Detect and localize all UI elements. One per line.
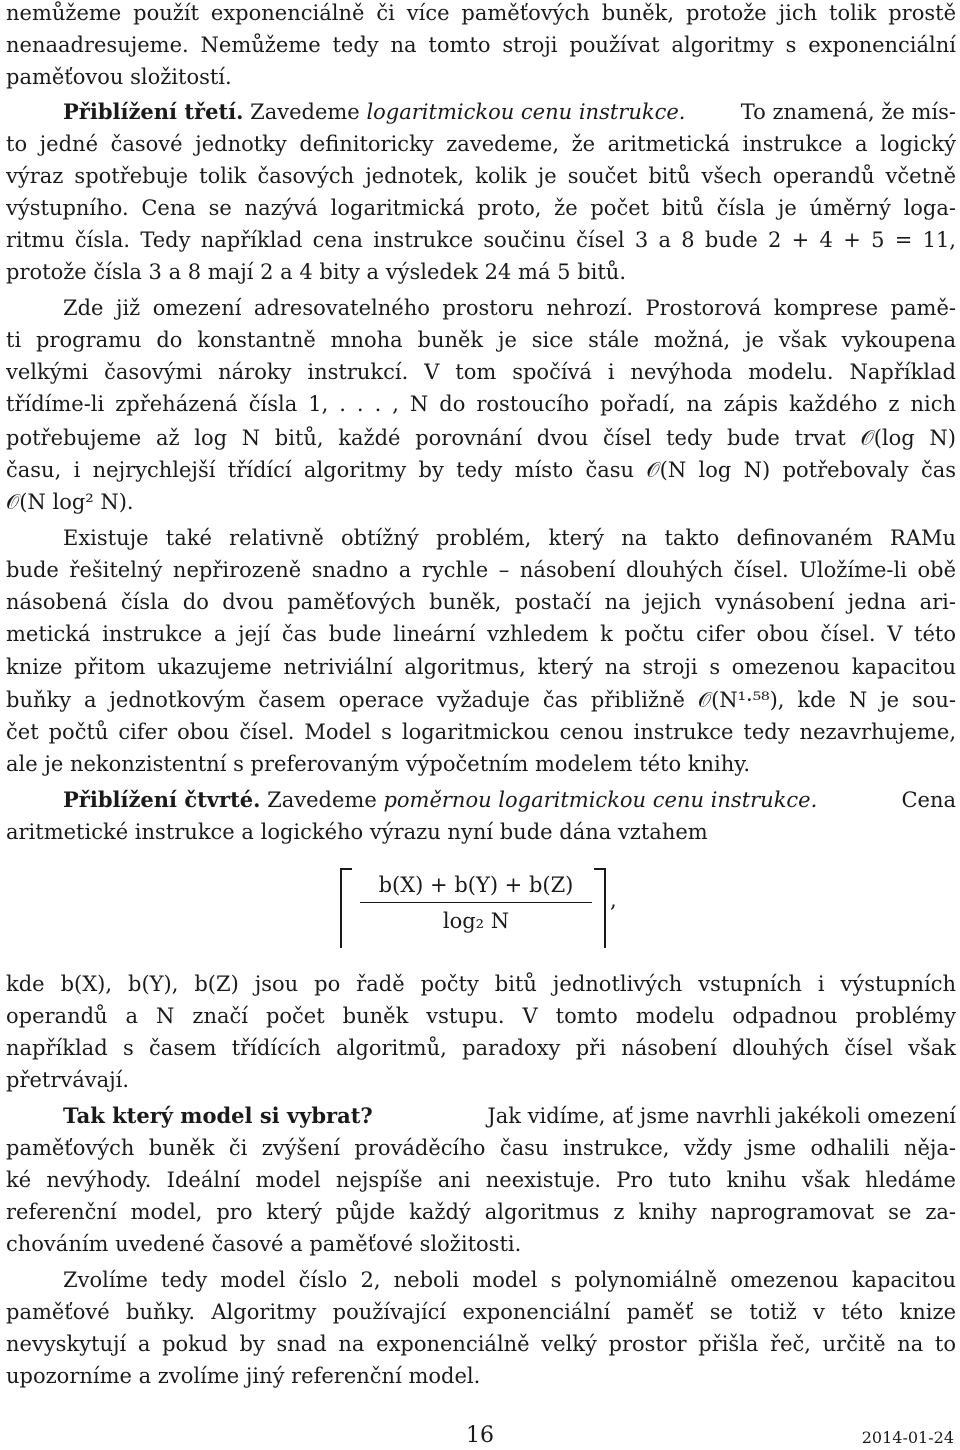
text-line: přetrvávají. (6, 1068, 130, 1092)
text-line: například s časem třídících algoritmů, paradoxy při násobení dlouhých čísel však (6, 1036, 956, 1060)
text-line: referenční model, pro který půjde každý algoritmus z knihy naprogramovat se za- (6, 1200, 956, 1224)
text-line: buňky a jednotkovým časem operace vyžaduje čas přibližně 𝒪(N¹·⁵⁸), kde N je sou- (6, 688, 956, 712)
text-line: protože čísla 3 a 8 mají 2 a 4 bity a výsledek 24 má 5 bitů. (6, 260, 627, 284)
footer-date: 2014-01-24 (861, 1428, 954, 1447)
text-line: kde b(X), b(Y), b(Z) jsou po řadě počty bitů jednotlivých vstupních i výstupních (6, 972, 956, 996)
formula-comma: , (610, 888, 617, 912)
section-heading: Přiblížení třetí. (63, 99, 244, 124)
text-line: ale je nekonzistentní s preferovaným výpočetním modelem této knihy. (6, 752, 751, 776)
text-line: Existuje také relativně obtížný problém, který na takto definovaném RAMu (63, 526, 956, 550)
text-line: aritmetické instrukce a logického výrazu nyní bude dána vztahem (6, 820, 708, 844)
text-line: chováním uvedené časové a paměťové složitosti. (6, 1232, 522, 1256)
text-line: násobená čísla do dvou paměťových buněk, postačí na jejich vynásobení jedna ari- (6, 590, 956, 614)
section-heading: Tak který model si vybrat? (63, 1103, 373, 1128)
text-line: paměťovou složitostí. (6, 65, 232, 89)
fraction-bar (360, 902, 592, 903)
text-line: Zde již omezení adresovatelného prostoru nehrozí. Prostorová komprese pamě- (63, 296, 956, 320)
text-line: 𝒪(N log² N). (6, 490, 134, 514)
text-line: potřebujeme až log N bitů, každé porovnání dvou čísel tedy bude trvat 𝒪(log N) (6, 426, 956, 450)
text-line: metická instrukce a její čas bude lineární vzhledem k počtu cifer obou čísel. V této (6, 622, 956, 646)
ceiling-fraction-formula (340, 868, 640, 948)
text-line: výraz spotřebuje tolik časových jednotek, kolik je součet bitů všech operandů včetně (6, 164, 956, 188)
text-line: ti programu do konstantně mnoha buněk je sice stále možná, je však vykoupena (6, 328, 956, 352)
page-number: 16 (466, 1423, 494, 1448)
text-line: paměťových buněk či zvýšení prováděcího času instrukce, vždy jsme odhalili něja- (6, 1136, 956, 1160)
text-line: bude řešitelný nepřirozeně snadno a rychle – násobení dlouhých čísel. Uložíme-li obě (6, 558, 956, 582)
paragraph-heading-line: Přiblížení třetí. Zavedeme logaritmickou cenu instrukce. To znamená, že mís- (63, 99, 956, 124)
text-line: ké nevýhody. Ideální model nejspíše ani neexistuje. Pro tuto knihu však hledáme (6, 1168, 956, 1192)
text-line: upozorníme a zvolíme jiný referenční model. (6, 1364, 481, 1388)
ceiling-bracket-left (340, 868, 352, 948)
text-line: nemůžeme použít exponenciálně či více paměťových buněk, protože jich tolik prostě (6, 1, 956, 25)
text-line: knize přitom ukazujeme netriviální algoritmus, který na stroji s omezenou kapacitou (6, 655, 956, 679)
text-line: ritmu čísla. Tedy například cena instrukce součinu čísel 3 a 8 bude 2 + 4 + 5 = 11, (6, 228, 956, 252)
text-line: výstupního. Cena se nazývá logaritmická proto, že počet bitů čísla je úměrný loga- (6, 196, 956, 220)
text-line: velkými časovými nároky instrukcí. V tom spočívá i nevýhoda modelu. Například (6, 360, 956, 384)
text-line: času, i nejrychlejší třídící algoritmy by tedy místo času 𝒪(N log N) potřebovaly čas (6, 458, 956, 482)
formula-denominator: log₂ N (442, 909, 510, 933)
section-heading: Přiblížení čtvrté. (63, 787, 261, 812)
ceiling-bracket-right (594, 868, 606, 948)
text-line: paměťové buňky. Algoritmy používající exponenciální paměť se totiž v této knize (6, 1300, 956, 1324)
text-line: třídíme-li zpřeházená čísla 1, . . . , N do rostoucího pořadí, na zápis každého z nich (6, 392, 956, 416)
paragraph-heading-line: Přiblížení čtvrté. Zavedeme poměrnou logaritmickou cenu instrukce. Cena (63, 787, 956, 812)
emphasis: logaritmickou cenu instrukce. (366, 100, 686, 124)
text-line: nenaadresujeme. Nemůžeme tedy na tomto stroji používat algoritmy s exponenciální (6, 33, 956, 57)
emphasis: poměrnou logaritmickou cenu instrukce. (383, 788, 818, 812)
text-line: operandů a N značí počet buněk vstupu. V tomto modelu odpadnou problémy (6, 1004, 956, 1028)
paragraph-heading-line: Tak který model si vybrat? Jak vidíme, ať jsme navrhli jakékoli omezení (63, 1103, 956, 1128)
text-line: Zvolíme tedy model číslo 2, neboli model s polynomiálně omezenou kapacitou (63, 1268, 956, 1292)
text-line: čet počtů cifer obou čísel. Model s logaritmickou cenou instrukce tedy nezavrhujeme, (6, 720, 956, 744)
text-line: to jedné časové jednotky definitoricky zavedeme, že aritmetická instrukce a logický (6, 132, 956, 156)
text-line: nevyskytují a pokud by snad na exponenciálně velký prostor přišla řeč, určitě na to (6, 1332, 956, 1356)
formula-numerator: b(X) + b(Y) + b(Z) (378, 873, 574, 897)
